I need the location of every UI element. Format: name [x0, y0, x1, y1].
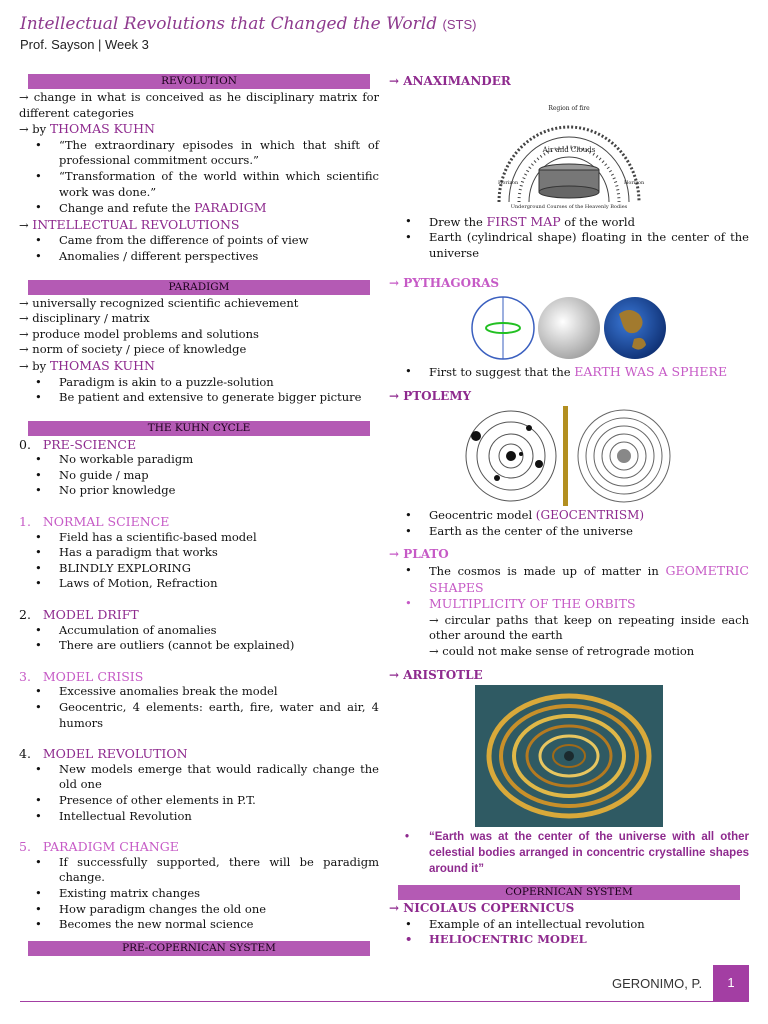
revolution-bullets	[19, 138, 379, 217]
kuhn-stage-5: 5. PARADIGM CHANGE	[19, 839, 179, 855]
list-item: • New models emerge that would radically change the old one	[59, 762, 379, 793]
paradigm-line: → norm of society / piece of knowledge	[19, 342, 247, 357]
list-item: • Geocentric, 4 elements: earth, fire, water and air, 4 humors	[59, 700, 379, 731]
list-item: • Accumulation of anomalies	[59, 623, 379, 639]
list-item: • Change and refute the PARADIGM	[59, 200, 379, 217]
list-item: • Field has a scientific-based model	[59, 530, 379, 546]
list-item: • “The extraordinary episodes in which that shift of professional commitment occurs.”	[59, 138, 379, 169]
pythagoras-figure	[469, 294, 669, 362]
ptolemy-figure	[459, 406, 679, 506]
pythagoras-heading: → PYTHAGORAS	[389, 276, 500, 291]
list-item: • No prior knowledge	[59, 483, 379, 499]
list-item: • Anomalies / different perspectives	[59, 249, 379, 265]
left-column	[19, 74, 379, 957]
list-item: • Existing matrix changes	[59, 886, 379, 902]
paradigm-line: → disciplinary / matrix	[19, 311, 150, 326]
kuhn-stage-0: 0. PRE-SCIENCE	[19, 436, 137, 452]
list-item: • Earth as the center of the universe	[429, 524, 749, 540]
footer-divider	[20, 1001, 749, 1002]
list-item: • Drew the FIRST MAP of the world	[429, 214, 749, 231]
intellectual-revolutions-heading: → INTELLECTUAL REVOLUTIONS	[19, 216, 240, 232]
list-item: • If successfully supported, there will be paradigm change.	[59, 855, 379, 886]
list-item: • Laws of Motion, Refraction	[59, 576, 379, 592]
fig-label: Air and Clouds	[542, 145, 596, 154]
anaximander-heading: → ANAXIMANDER	[389, 74, 511, 88]
revolution-definition: → change in what is conceived as he disciplinary matrix for different categories	[19, 90, 379, 120]
copernicus-heading: → NICOLAUS COPERNICUS	[389, 901, 575, 916]
aristotle-figure	[475, 685, 663, 827]
list-item: • “Transformation of the world within which scientific work was done.”	[59, 169, 379, 200]
list-item: • Example of an intellectual revolution	[429, 917, 749, 933]
title-tag: (STS)	[442, 17, 477, 32]
ptolemy-heading: → PTOLEMY	[389, 388, 472, 403]
anaximander-figure	[484, 92, 654, 212]
list-item: • No workable paradigm	[59, 452, 379, 468]
list-item: • No guide / map	[59, 468, 379, 484]
kuhn-stage-3: 3. MODEL CRISIS	[19, 668, 144, 684]
fig-label: Horizon	[498, 179, 519, 186]
list-item: • Paradigm is akin to a puzzle-solution	[59, 375, 379, 391]
list-item: • “Earth was at the center of the universe with all other celestial bodies arranged in concentric crystalline shapes around it”	[429, 829, 749, 877]
paradigm-by: → by THOMAS KUHN	[19, 357, 155, 373]
kuhn-stage-4: 4. MODEL REVOLUTION	[19, 746, 188, 762]
paradigm-line: → produce model problems and solutions	[19, 326, 259, 341]
list-item: • Came from the difference of points of view	[59, 233, 379, 249]
fig-label: Region of fire	[548, 104, 590, 112]
kuhn-stage-2: 2. MODEL DRIFT	[19, 607, 139, 623]
list-item: • Intellectual Revolution	[59, 809, 379, 825]
list-item: • Becomes the new normal science	[59, 917, 379, 933]
list-item: • Excessive anomalies break the model	[59, 684, 379, 700]
aristotle-heading: → ARISTOTLE	[389, 667, 483, 682]
list-item: • First to suggest that the EARTH WAS A SPHERE	[429, 364, 749, 381]
page-number: 1	[713, 965, 749, 1001]
plato-heading: → PLATO	[389, 547, 449, 562]
section-bar-revolution: REVOLUTION	[28, 74, 370, 89]
author-name: GERONIMO, P.	[612, 976, 703, 991]
section-bar-kuhn-cycle: THE KUHN CYCLE	[28, 421, 370, 436]
list-item: • HELIOCENTRIC MODEL	[429, 932, 749, 948]
list-item: • MULTIPLICITY OF THE ORBITS	[429, 596, 749, 613]
list-item: • The cosmos is made up of matter in GEOMETRIC SHAPES	[429, 563, 749, 596]
ir-bullets	[19, 233, 379, 264]
plato-sub-2: → could not make sense of retrograde motion	[429, 643, 695, 658]
section-bar-copernican: COPERNICAN SYSTEM	[398, 885, 740, 900]
section-bar-pre-copernican: PRE-COPERNICAN SYSTEM	[28, 941, 370, 956]
page-subtitle: Prof. Sayson | Week 3	[20, 37, 149, 52]
list-item: • Be patient and extensive to generate bigger picture	[59, 390, 379, 406]
list-item: • BLINDLY EXPLORING	[59, 561, 379, 577]
list-item: • Has a paradigm that works	[59, 545, 379, 561]
list-item: • Geocentric model (GEOCENTRISM)	[429, 508, 749, 524]
paradigm-bullets	[19, 375, 379, 406]
section-bar-paradigm: PARADIGM	[28, 280, 370, 295]
list-item: • Earth (cylindrical shape) floating in the center of the universe	[429, 230, 749, 261]
paradigm-line: → universally recognized scientific achievement	[19, 295, 299, 310]
list-item: • How paradigm changes the old one	[59, 902, 379, 918]
fig-label: Underground Courses of the Heavenly Bodies	[510, 203, 628, 210]
list-item: • There are outliers (cannot be explained)	[59, 638, 379, 654]
plato-sub-1: → circular paths that keep on repeating inside each other around the earth	[429, 612, 749, 643]
page-title: Intellectual Revolutions that Changed the World (STS)	[20, 14, 477, 34]
revolution-by: → by THOMAS KUHN	[19, 121, 155, 137]
kuhn-stage-1: 1. NORMAL SCIENCE	[19, 514, 170, 530]
list-item: • Presence of other elements in P.T.	[59, 793, 379, 809]
right-column	[389, 74, 749, 948]
fig-label: Horizon	[624, 179, 645, 186]
